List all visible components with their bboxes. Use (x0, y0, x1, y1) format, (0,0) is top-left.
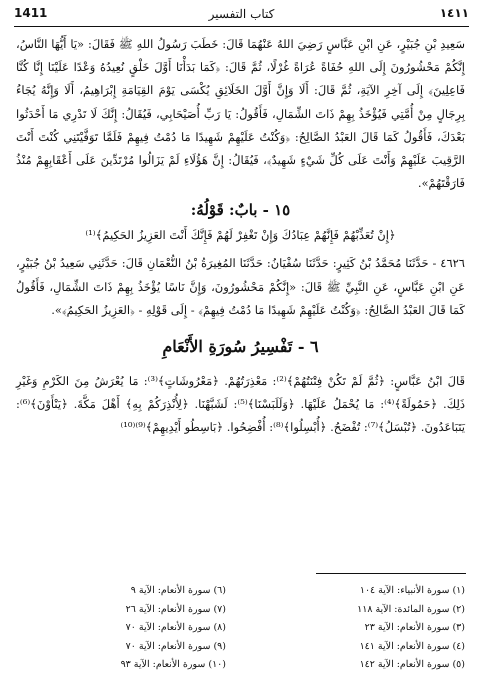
hadith-paragraph-1 (16, 33, 465, 195)
footnote: (٨) سورة الأنعام: الآية ٧٠ (125, 622, 226, 633)
footnotes (16, 582, 465, 678)
footnote: (٦) سورة الأنعام: الآية ٩ (130, 585, 226, 596)
paragraph-text: ٤٦٢٦ - حَدَّثَنَا مُحَمَّدُ بْنُ كَثِيرٍ: حَدَّثَنَا سُفْيَانُ: حَدَّثَنَا المُغِيرَةُ بْنُ النُّعْمَانِ قَالَ: حَدَّثَنِي سَعِيدُ بْنُ جُبَيْرٍ، عَنِ ابْنِ عَبَّاسٍ، عَنِ النَّبِيِّ ﷺ قَالَ: «إِنَّكُمْ مَحْشُورُونَ، وَإِنَّ نَاسًا يُؤْخَذُ بِهِمْ ذَاتَ الشِّمَالِ، فَأَقُولُ كَمَا قَالَ العَبْدُ الصَّالِحُ: ﴿وَكُنْتُ عَلَيْهِمْ شَهِيدًا مَا دُمْتُ فِيهِمْ﴾ - إِلَى قَوْلِهِ - ﴿العَزِيزُ الحَكِيمُ﴾». (16, 256, 465, 317)
footnote: (١٠) سورة الأنعام: الآية ٩٣ (120, 659, 226, 670)
book-title: كتاب التفسير (208, 7, 275, 21)
page-number-arabic: ١٤١١ (439, 6, 469, 20)
main-text (16, 33, 465, 440)
footnote: (٥) سورة الأنعام: الآية ١٤٢ (359, 659, 465, 670)
footnote: (٢) سورة المائدة: الآية ١١٨ (357, 603, 465, 615)
footnote: (١) سورة الأنبياء: الآية ١٠٤ (359, 585, 465, 596)
chapter-verse: ﴿إِنْ تُعَذِّبْهُمْ فَإِنَّهُمْ عِبَادُكَ وَإِنْ تَغْفِرْ لَهُمْ فَإِنَّكَ أَنْتَ العَزِيزُ الحَكِيمُ﴾⁽¹⁾ (85, 228, 396, 243)
footnote: (٤) سورة الأنعام: الآية ١٤١ (359, 640, 465, 652)
surah-heading: ٦ - تَفْسِيرُ سُورَةِ الأَنْعَامِ (162, 337, 319, 357)
footnotes-column-left (16, 582, 226, 675)
paragraph-text: سَعِيدِ بْنِ جُبَيْرٍ، عَنِ ابْنِ عَبَّاسٍ رَضِيَ اللهُ عَنْهُمَا قَالَ: خَطَبَ رَسُولُ اللهِ ﷺ فَقَالَ: «يَا أَيُّهَا النَّاسُ، إِنَّكُمْ مَحْشُورُونَ إِلَى اللهِ حُفَاةً عُرَاةً غُرْلًا، ثُمَّ قَالَ: ﴿كَمَا بَدَأْنَا أَوَّلَ خَلْقٍ نُعِيدُهُ وَعْدًا عَلَيْنَا إِنَّا كُنَّا فَاعِلِينَ﴾ إِلَى آخِرِ الآيَةِ، ثُمَّ قَالَ: أَلَا وَإِنَّ أَوَّلَ الخَلَائِقِ يُكْسَى يَوْمَ القِيَامَةِ إِبْرَاهِيمُ، أَلَا وَإِنَّهُ يُجَاءُ بِرِجَالٍ مِنْ أُمَّتِي فَيُؤْخَذُ بِهِمْ ذَاتَ الشِّمَالِ، فَأَقُولُ: يَا رَبِّ أُصَيْحَابِي، فَيُقَالُ: إِنَّكَ لَا تَدْرِي مَا أَحْدَثُوا بَعْدَكَ، فَأَقُولُ كَمَا قَالَ العَبْدُ الصَّالِحُ: ﴿وَكُنْتُ عَلَيْهِمْ شَهِيدًا مَا دُمْتُ فِيهِمْ فَلَمَّا تَوَفَّيْتَنِي كُنْتَ أَنْتَ الرَّقِيبَ عَلَيْهِمْ وَأَنْتَ عَلَى كُلِّ شَيْءٍ شَهِيدٌ﴾، فَيُقَالُ: إِنَّ هَؤُلَاءِ لَمْ يَزَالُوا مُرْتَدِّينَ عَلَى أَعْقَابِهِمْ مُنْذُ فَارَقْتَهُمْ». (16, 37, 465, 191)
chapter-heading: ١٥ - بابٌ: قَوْلُهُ: (190, 201, 291, 220)
footnote-divider (316, 573, 466, 574)
footnote: (٣) سورة الأنعام: الآية ٢٣ (364, 622, 465, 633)
page-header (14, 6, 469, 28)
header-divider (14, 26, 469, 27)
footnotes-column-right (255, 582, 465, 675)
footnote: (٩) سورة الأنعام: الآية ٧٠ (125, 640, 226, 652)
footnote: (٧) سورة الأنعام: الآية ٢٦ (125, 603, 226, 615)
paragraph-text: قَالَ ابْنُ عَبَّاسٍ: ﴿ثُمَّ لَمْ تَكُنْ فِتْنَتُهُمْ﴾⁽²⁾: مَعْذِرَتُهُمْ. ﴿مَعْرُوشَاتٍ﴾⁽³⁾: مَا يُعْرَشُ مِنَ الكَرْمِ وَغَيْرِ ذَلِكَ. ﴿حَمُولَةً﴾⁽⁴⁾: مَا يُحْمَلُ عَلَيْهَا. ﴿وَلَلَبَسْنَا﴾⁽⁵⁾: لَشَبَّهْنَا. ﴿لِأُنْذِرَكُمْ بِهِ﴾ أَهْلَ مَكَّةَ. ﴿يَنْأَوْنَ﴾⁽⁶⁾: يَتَبَاعَدُونَ. ﴿تُبْسَلُ﴾⁽⁷⁾: تُفْضَحُ. ﴿أُبْسِلُوا﴾⁽⁸⁾: أُفْضِحُوا. ﴿بَاسِطُو أَيْدِيهِمْ﴾⁽⁹⁾⁽¹⁰⁾ (16, 374, 466, 435)
tafsir-paragraph (16, 370, 465, 440)
hadith-paragraph-2 (16, 252, 465, 322)
page-number-western: 1411 (14, 6, 48, 20)
